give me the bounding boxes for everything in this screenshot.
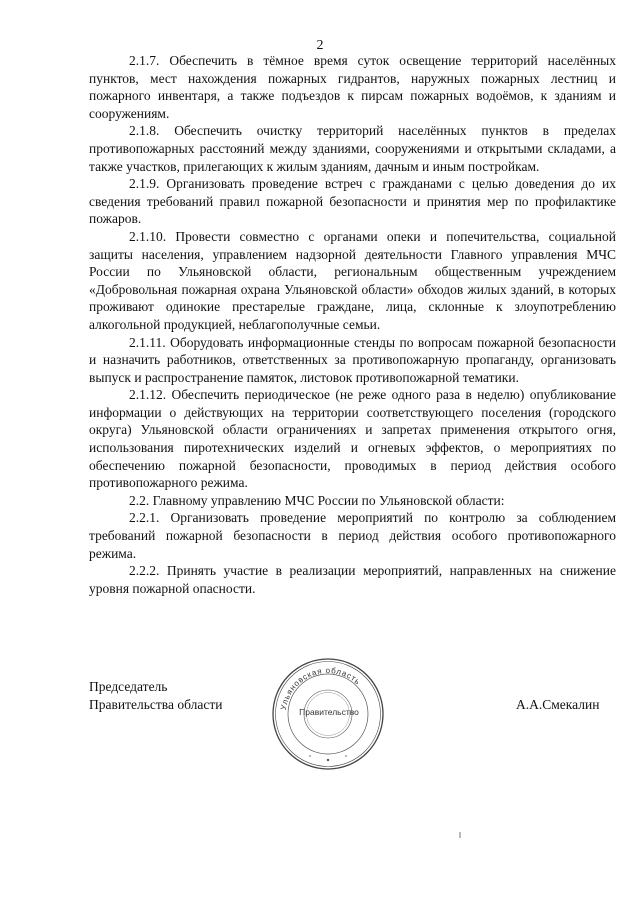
page-number: 2 [316, 38, 324, 53]
paragraph-2-1-11: 2.1.11. Оборудовать информационные стенды по вопросам пожарной безопасности и назначить работников, ответственных за противопожарную пропаганду, организовать выпуск и распространение памяток, листовок противопожарной тематики. [89, 334, 616, 385]
scan-mark [459, 832, 461, 838]
seal-ring-text: Ульяновская область [278, 665, 363, 711]
seal-center-text: Правительство [299, 707, 359, 717]
paragraph-2-2-1: 2.2.1. Организовать проведение мероприятий по контролю за соблюдением требований пожарной безопасности в период действия особого противопожарного режима. [89, 510, 616, 561]
document-body [89, 52, 616, 597]
signer-title-line-1: Председатель [89, 679, 168, 694]
signer-title-line-2: Правительства области [89, 696, 223, 712]
paragraph-2-1-10: 2.1.10. Провести совместно с органами опеки и попечительства, социальной защиты населения, управлением надзорной деятельности Главного управления МЧС России по Ульяновской области, региональным общественным учреждением «Добровольная пожарная охрана Ульяновской области» обходов жилых зданий, в которых проживают одинокие престарелые граждане, лица, склонные к злоупотреблению алкогольной продукцией, неблагополучные семьи. [89, 228, 616, 332]
paragraph-2-1-7: 2.1.7. Обеспечить в тёмное время суток освещение территорий населённых пунктов, мест нахождения пожарных гидрантов, наружных пожарных лестниц и пожарного инвентаря, а также подъездов к пирсам пожарных водоёмов, к зданиям и сооружениям. [89, 53, 616, 121]
paragraph-2-2-2: 2.2.2. Принять участие в реализации мероприятий, направленных на снижение уровня пожарной опасности. [89, 563, 616, 596]
paragraph-2-1-9: 2.1.9. Организовать проведение встреч с гражданами с целью доведения до их сведения требований правил пожарной безопасности и принятия мер по профилактике пожаров. [89, 176, 616, 227]
paragraph-2-2: 2.2. Главному управлению МЧС России по Ульяновской области: [129, 492, 505, 508]
paragraph-2-1-8: 2.1.8. Обеспечить очистку территорий населённых пунктов в пределах противопожарных расстояний между зданиями, сооружениями и открытыми складами, а также участков, прилегающих к жилым зданиям, дачным и иным постройкам. [89, 123, 616, 174]
signer-name: А.А.Смекалин [516, 697, 600, 712]
paragraph-2-1-12: 2.1.12. Обеспечить периодическое (не реже одного раза в неделю) опубликование информации о действующих на территории соответствующего поселения (городского округа) Ульяновской области ограничениях и запретах применения открытого огня, использования пиротехнических изделий и огневых эффектов, о мероприятиях по обеспечению пожарной безопасности, проводимых в период действия особого противопожарного режима. [89, 387, 616, 491]
signer-title [89, 678, 222, 713]
